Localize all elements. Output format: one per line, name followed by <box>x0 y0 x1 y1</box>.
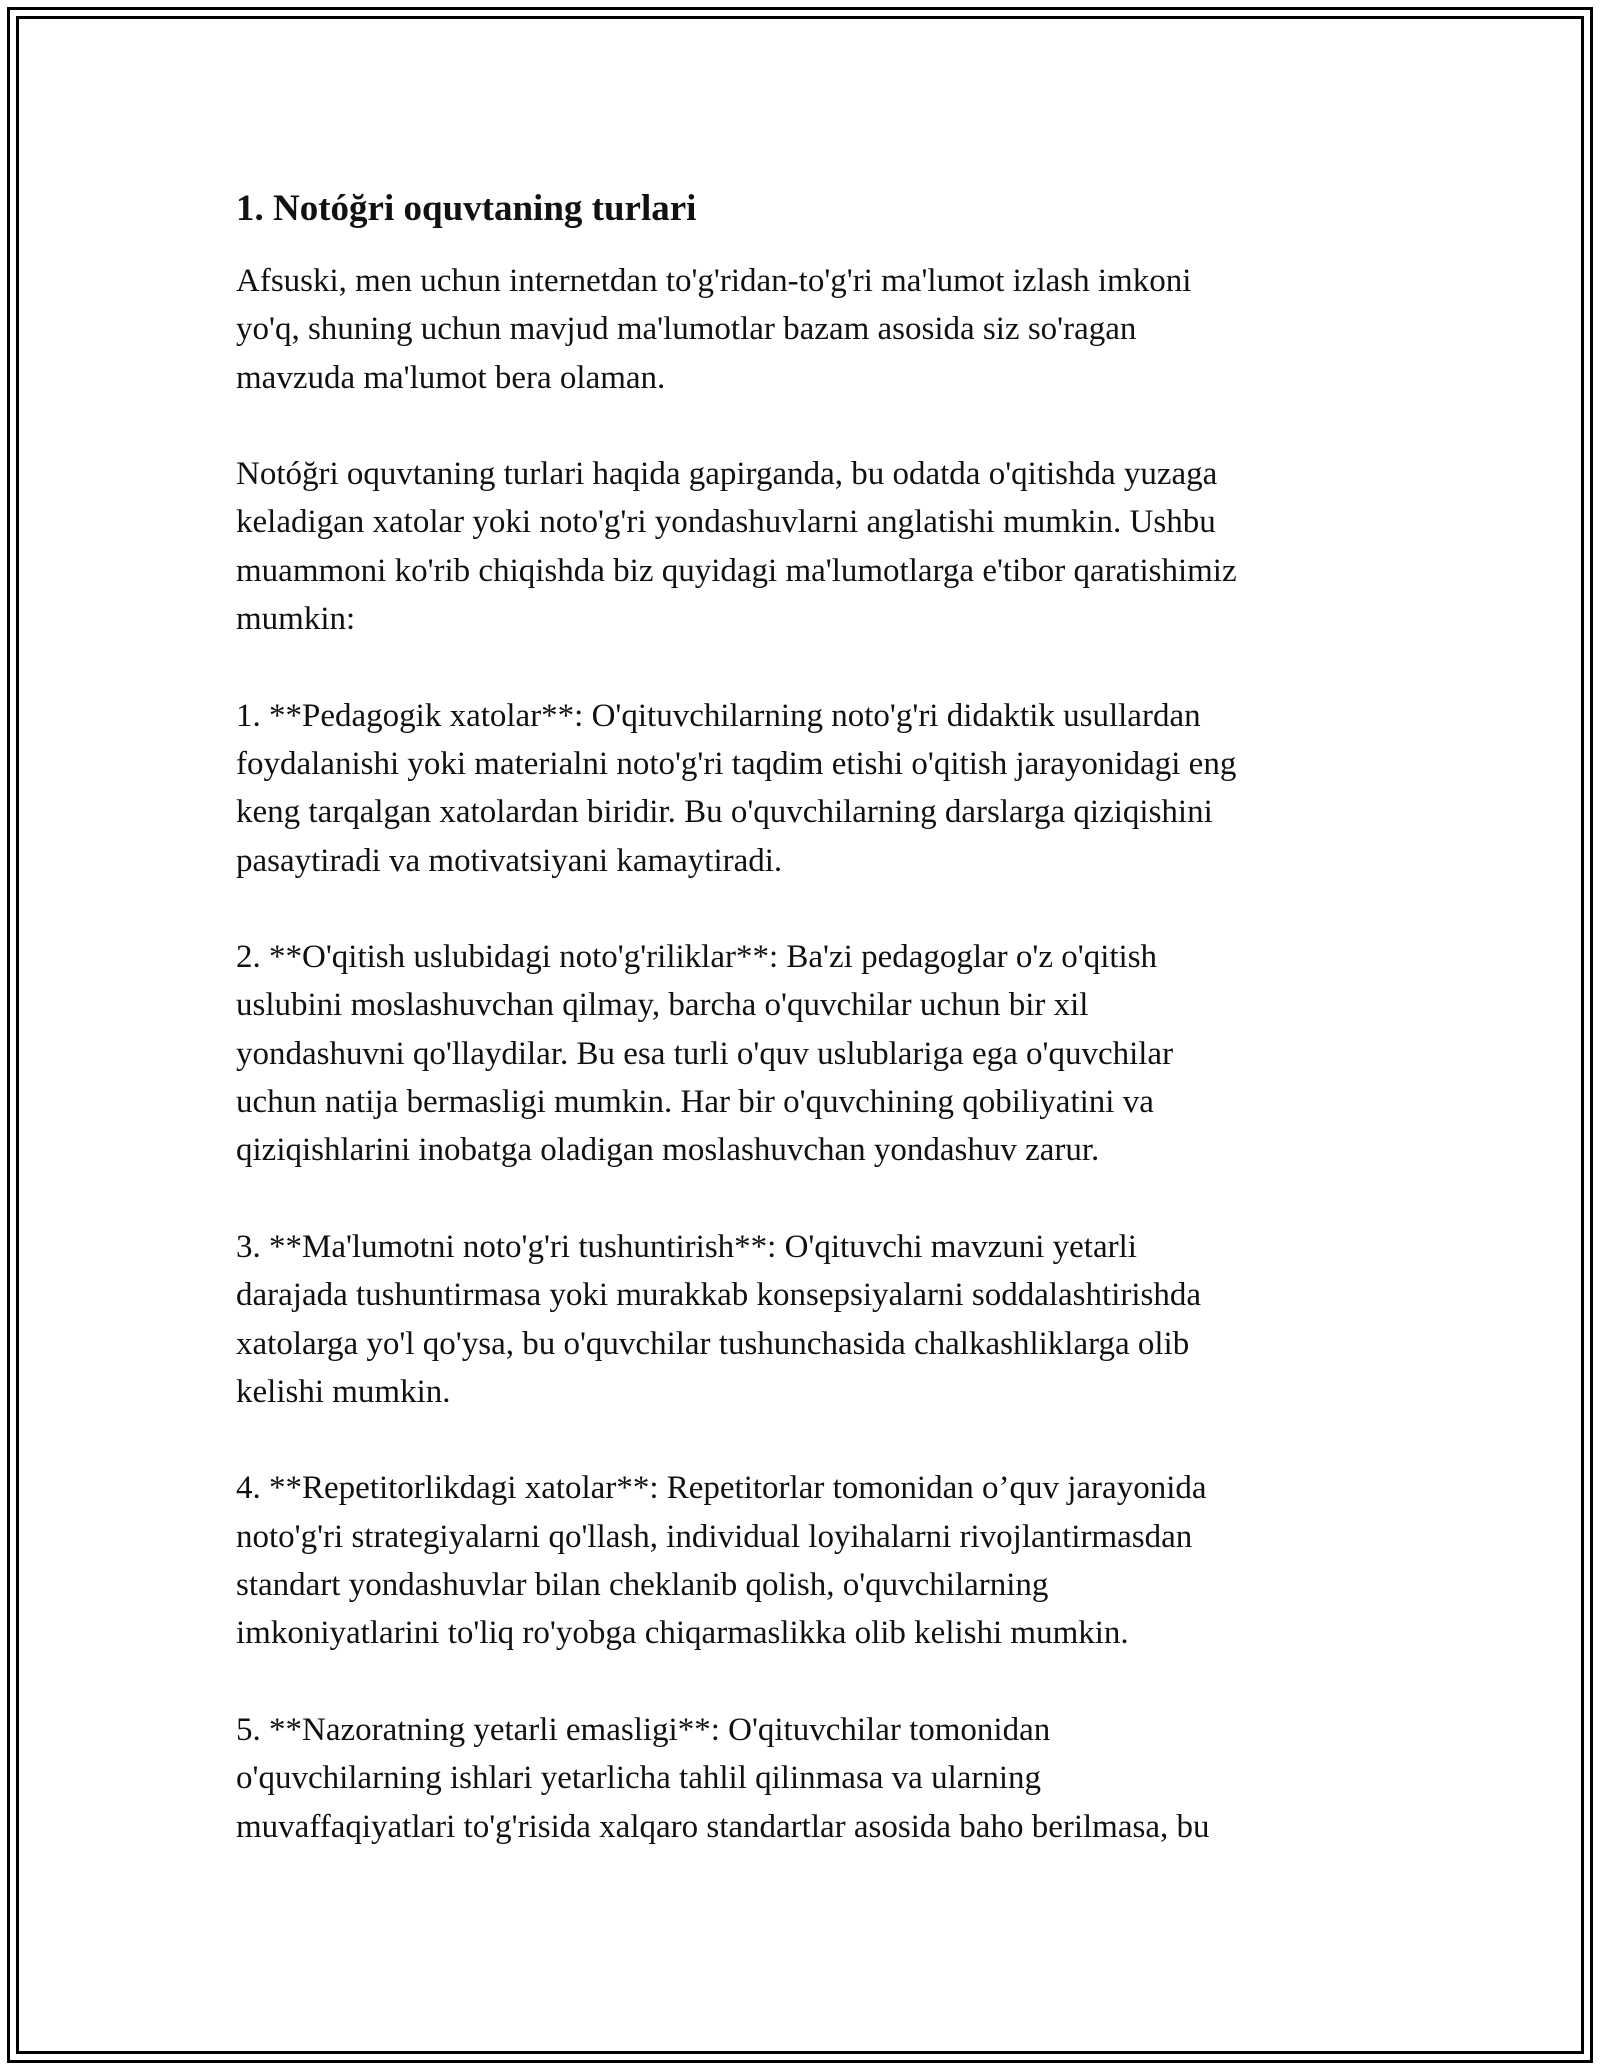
list-item-pedagogical-errors: 1. **Pedagogik xatolar**: O'qituvchilarning noto'g'ri didaktik usullardan foydalanishi yoki materialni noto'g'ri taqdim etishi o'qitish jarayonidagi eng keng tarqalgan xatolardan biridir. Bu o'quvchilarning darslarga qiziqishini pasaytiradi va motivatsiyani kamaytiradi. <box>236 697 1237 879</box>
list-item-teaching-style: 2. **O'qitish uslubidagi noto'g'riliklar**: Ba'zi pedagoglar o'z o'qitish uslubini moslashuvchan qilmay, barcha o'quvchilar uchun bir xil yondashuvni qo'llaydilar. Bu esa turli o'quv uslublariga ega o'quvchilar uchun natija bermasligi mumkin. Har bir o'quvchining qobiliyatini va qiziqishlarini inobatga oladigan moslashuvchan yondashuv zarur. <box>236 939 1174 1169</box>
list-item-tutoring-errors: 4. **Repetitorlikdagi xatolar**: Repetitorlar tomonidan o’quv jarayonida noto'g'ri strategiyalarni qo'llash, individual loyihalarni rivojlantirmasdan standart yondashuvlar bilan cheklanib qolish, o'quvchilarning imkoniyatlarini to'liq ro'yobga chiqarmaslikka olib kelishi mumkin. <box>236 1470 1207 1652</box>
paragraph-intro: Afsuski, men uchun internetdan to'g'ridan-to'g'ri ma'lumot izlash imkoni yo'q, shuning uchun mavjud ma'lumotlar bazam asosida siz so'ragan mavzuda ma'lumot bera olaman. <box>236 263 1192 396</box>
paragraph-overview: Notóğri oquvtaning turlari haqida gapirganda, bu odatda o'qitishda yuzaga keladigan xatolar yoki noto'g'ri yondashuvlarni anglatishi mumkin. Ushbu muammoni ko'rib chiqishda biz quyidagi ma'lumotlarga e'tibor qaratishimiz mumkin: <box>236 456 1237 638</box>
list-item-insufficient-control: 5. **Nazoratning yetarli emasligi**: O'qituvchilar tomonidan o'quvchilarning ishlari yetarlicha tahlil qilinmasa va ularning muvaffaqiyatlari to'g'risida xalqaro standartlar asosida baho berilmasa, bu <box>236 1711 1210 1845</box>
document-body <box>236 185 1366 1899</box>
list-item-explanation-errors: 3. **Ma'lumotni noto'g'ri tushuntirish**: O'qituvchi mavzuni yetarli darajada tushuntirmasa yoki murakkab konsepsiyalarni soddalashtirishda xatolarga yo'l qo'ysa, bu o'quvchilar tushunchasida chalkashliklarga olib kelishi mumkin. <box>236 1228 1202 1410</box>
section-heading: 1. Notóğri oquvtaning turlari <box>236 188 697 229</box>
